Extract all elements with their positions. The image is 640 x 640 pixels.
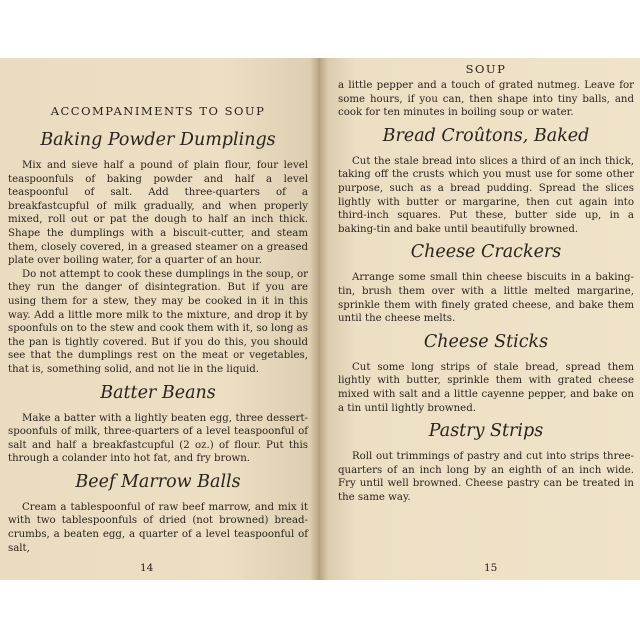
left-page <box>0 58 318 580</box>
heading-pastry-strips: Pastry Strips <box>428 421 544 442</box>
paragraph-beef-marrow: Cream a tablespoonful of raw beef marrow, and mix it with two tablespoonfuls of dried (not browned) bread-crumbs, a beaten egg, a quarter of a level teaspoonful of salt, <box>8 501 308 554</box>
paragraph-cheese-crackers: Arrange some small thin cheese biscuits in a baking-tin, brush them over with a little melted margarine, sprinkle them with finely grated cheese, and bake them until the cheese melts. <box>338 272 634 325</box>
running-head-left: ACCOMPANIMENTS TO SOUP <box>50 104 266 118</box>
heading-bread-croutons: Bread Croûtons, Baked <box>382 125 590 146</box>
paragraph-continuation: a little pepper and a touch of grated nutmeg. Leave for some hours, if you can, then shape into tiny balls, and cook for ten minutes in boiling soup or water. <box>338 80 634 119</box>
paragraph-batter-beans: Make a batter with a lightly beaten egg, three dessert-spoonfuls of milk, three-quarters of a level teaspoonful of salt and half a breakfastcupful (2 oz.) of flour. Put this through a colander into hot fat, and fry brown. <box>8 412 308 465</box>
heading-batter-beans: Batter Beans <box>100 382 216 403</box>
paragraph-cheese-sticks: Cut some long strips of stale bread, spread them lightly with butter, sprinkle them with grated cheese mixed with salt and a little cayenne pepper, and bake on a tin until lightly browned. <box>338 361 634 414</box>
page-number-left: 14 <box>140 562 154 574</box>
paragraph-dumplings-1: Mix and sieve half a pound of plain flour, four level teaspoonfuls of baking powder and half a level teaspoonful of salt. Add three-quarters of a breakfastcupful of milk gradually, and when properly mixed, roll out or pat the dough to half an inch thick. Shape the dumplings with a biscuit-cutter, and steam them, closely covered, in a greased steamer on a greased plate over boiling water, for a quarter of an hour. <box>8 160 308 267</box>
paragraph-pastry-strips: Roll out trimmings of pastry and cut into strips three-quarters of an inch long by an eighth of an inch wide. Fry until well browned. Cheese pastry can be treated in the same way. <box>338 451 634 503</box>
heading-beef-marrow-balls: Beef Marrow Balls <box>75 471 241 492</box>
paragraph-dumplings-2: Do not attempt to cook these dumplings in the soup, or they run the danger of disintegration. But if you are using them for a stew, they may be cooked in it in this way. Add a little more milk to the mixture, and drop it by spoonfuls on to the stew and cook them with it, so long as the pan is tightly covered. But if you do this, you should see that the dumplings rest on the meat or vegetables, that is, something solid, and not lie in the liquid. <box>8 268 308 375</box>
heading-cheese-sticks: Cheese Sticks <box>423 331 549 352</box>
book-gutter <box>310 58 328 580</box>
heading-cheese-crackers: Cheese Crackers <box>410 242 562 263</box>
paragraph-bread-croutons: Cut the stale bread into slices a third of an inch thick, taking off the crusts which you must use for some other purpose, such as a bread pudding. Spread the slices lightly with butter or margarine, then cut again into third-inch squares. Put these, butter side up, in a baking-tin and bake until beautifully browned. <box>338 155 634 235</box>
page-number-right: 15 <box>484 562 498 574</box>
right-page <box>318 58 640 580</box>
running-head-right: SOUP <box>465 62 507 76</box>
open-book <box>0 58 640 580</box>
heading-baking-powder-dumplings: Baking Powder Dumplings <box>40 130 276 150</box>
